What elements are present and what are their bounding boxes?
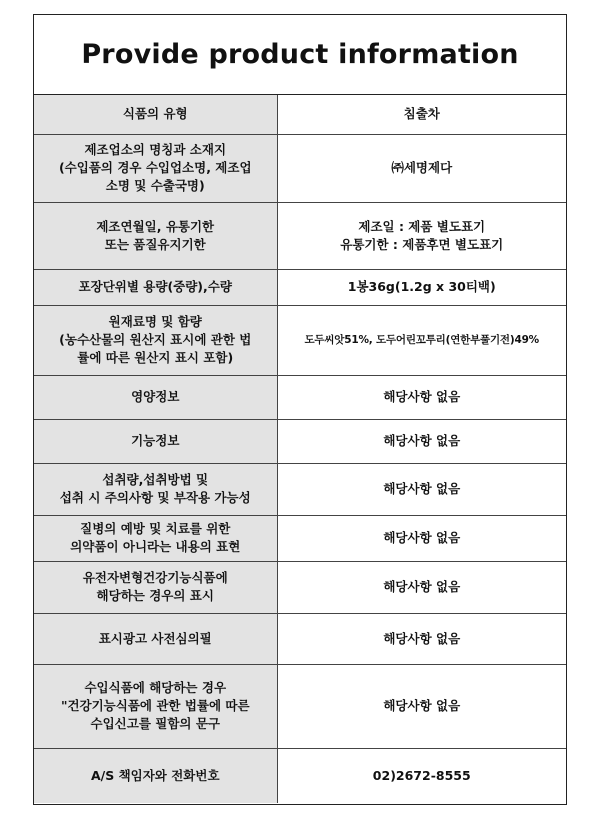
row-value: 해당사항 없음: [277, 613, 566, 664]
table-row: [34, 613, 566, 664]
page-title: Provide product information: [34, 15, 566, 95]
row-value: 1봉36g(1.2g x 30티백): [277, 269, 566, 305]
row-label: 유전자변형건강기능식품에 해당하는 경우의 표시: [34, 561, 277, 613]
row-label: 수입식품에 해당하는 경우 "건강기능식품에 관한 법률에 따른 수입신고를 필함의 문구: [34, 664, 277, 748]
row-label: A/S 책임자와 전화번호: [34, 748, 277, 803]
table-row: [34, 269, 566, 305]
row-label: 식품의 유형: [34, 95, 277, 134]
row-value: 제조일 : 제품 별도표기 유통기한 : 제품후면 별도표기: [277, 202, 566, 269]
row-value: 02)2672-8555: [277, 748, 566, 803]
row-label: 원재료명 및 함량 (농수산물의 원산지 표시에 관한 법 률에 따른 원산지 표시 포함): [34, 305, 277, 375]
row-value: 해당사항 없음: [277, 561, 566, 613]
row-value: 해당사항 없음: [277, 664, 566, 748]
row-label: 포장단위별 용량(중량),수량: [34, 269, 277, 305]
row-label: 섭취량,섭취방법 및 섭취 시 주의사항 및 부작용 가능성: [34, 463, 277, 515]
row-label: 기능정보: [34, 419, 277, 463]
row-value: 침출차: [277, 95, 566, 134]
table-row: [34, 664, 566, 748]
row-value: 해당사항 없음: [277, 375, 566, 419]
row-label: 질병의 예방 및 치료를 위한 의약품이 아니라는 내용의 표현: [34, 515, 277, 561]
table-row: [34, 375, 566, 419]
row-value: ㈜세명제다: [277, 134, 566, 202]
table-row: [34, 748, 566, 803]
product-info-sheet: [33, 14, 567, 805]
row-label: 제조연월일, 유통기한 또는 품질유지기한: [34, 202, 277, 269]
table-row: [34, 95, 566, 134]
row-value: 도두씨앗51%, 도두어린꼬투리(연한부풀기전)49%: [277, 305, 566, 375]
row-value: 해당사항 없음: [277, 515, 566, 561]
row-label: 영양정보: [34, 375, 277, 419]
table-row: [34, 134, 566, 202]
table-row: [34, 463, 566, 515]
table-row: [34, 305, 566, 375]
table-row: [34, 561, 566, 613]
row-label: 제조업소의 명칭과 소재지 (수입품의 경우 수입업소명, 제조업 소명 및 수출국명): [34, 134, 277, 202]
row-value: 해당사항 없음: [277, 419, 566, 463]
table-row: [34, 515, 566, 561]
table-row: [34, 202, 566, 269]
row-label: 표시광고 사전심의필: [34, 613, 277, 664]
row-value: 해당사항 없음: [277, 463, 566, 515]
table-row: [34, 419, 566, 463]
product-info-table: [34, 95, 566, 803]
